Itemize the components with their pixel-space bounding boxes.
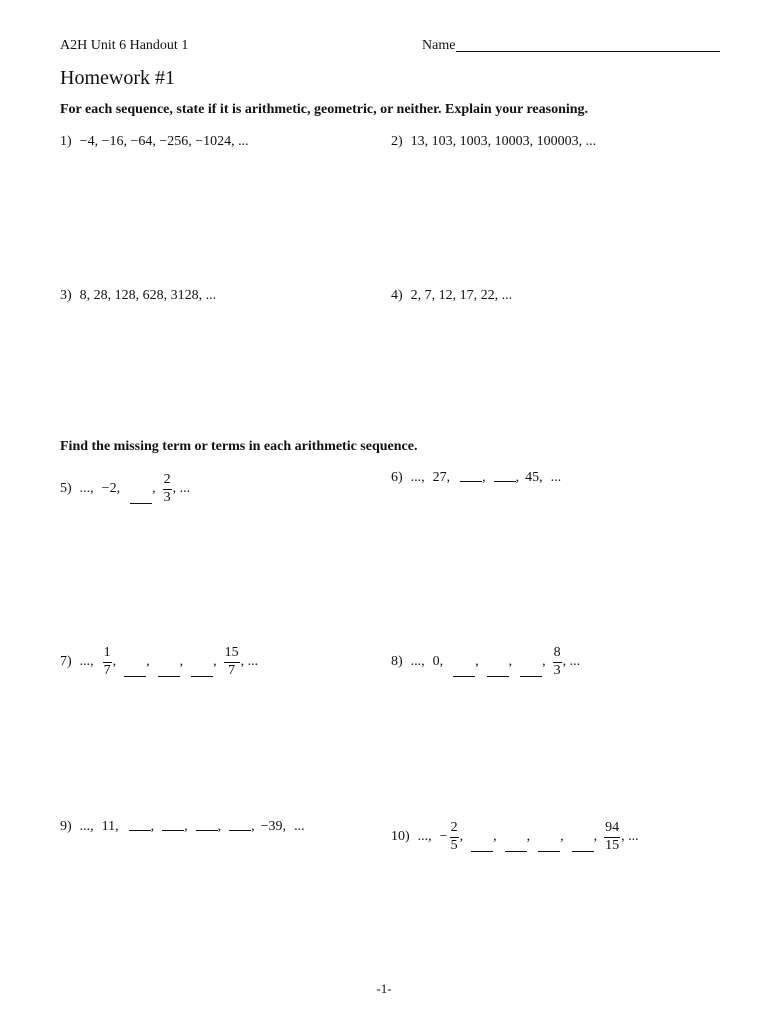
problem-number: 9) bbox=[60, 819, 72, 834]
missing-term-blank[interactable] bbox=[460, 481, 482, 482]
problem-7: 7) ..., $\frac{1}{7}$ , , , , $\frac{15}{7}$ , ... bbox=[60, 644, 259, 678]
fraction-term bbox=[103, 646, 112, 678]
problem-9: 9) ..., 11, , , , , −39, ... bbox=[60, 819, 305, 834]
section-2-instruction: Find the missing term or terms in each arithmetic sequence. bbox=[60, 439, 418, 454]
problem-number: 2) bbox=[391, 134, 403, 149]
problem-1 bbox=[60, 134, 249, 150]
fraction-numerator: 94 bbox=[604, 821, 620, 838]
missing-term-blank[interactable] bbox=[520, 676, 542, 677]
ellipsis: ..., bbox=[79, 654, 94, 669]
missing-term-blank[interactable] bbox=[494, 481, 516, 482]
fraction-denominator: 7 bbox=[103, 662, 111, 678]
term: −39, bbox=[260, 819, 287, 834]
missing-term-blank[interactable] bbox=[538, 851, 560, 852]
missing-term-blank[interactable] bbox=[158, 676, 180, 677]
problem-number: 5) bbox=[60, 481, 72, 496]
ellipsis: , ... bbox=[240, 654, 259, 669]
fraction-numerator: 8 bbox=[553, 646, 562, 663]
problem-number: 10) bbox=[391, 829, 410, 844]
missing-term-blank[interactable] bbox=[453, 676, 475, 677]
problem-sequence: −4, −16, −64, −256, −1024, ... bbox=[79, 134, 249, 149]
course-label: A2H Unit 6 Handout 1 bbox=[60, 38, 189, 53]
name-field[interactable] bbox=[422, 38, 720, 54]
page-title: Homework #1 bbox=[60, 67, 175, 89]
missing-term-blank[interactable] bbox=[487, 676, 509, 677]
fraction-denominator: 3 bbox=[553, 662, 561, 678]
missing-term-blank[interactable] bbox=[229, 830, 251, 831]
fraction-term bbox=[163, 473, 172, 505]
ellipsis: ..., bbox=[410, 470, 425, 485]
problem-sequence: 13, 103, 1003, 10003, 100003, ... bbox=[410, 134, 597, 149]
problem-number: 3) bbox=[60, 288, 72, 303]
missing-term-blank[interactable] bbox=[162, 830, 184, 831]
section-1-instruction: For each sequence, state if it is arithmetic, geometric, or neither. Explain your reasoning. bbox=[60, 102, 589, 117]
fraction-term bbox=[224, 646, 240, 678]
ellipsis: ..., bbox=[79, 481, 94, 496]
problem-number: 6) bbox=[391, 470, 403, 485]
missing-term-blank[interactable] bbox=[196, 830, 218, 831]
missing-term-blank[interactable] bbox=[471, 851, 493, 852]
ellipsis: , ... bbox=[621, 829, 639, 844]
ellipsis: ... bbox=[550, 470, 562, 485]
ellipsis: ..., bbox=[79, 819, 94, 834]
fraction-term bbox=[604, 821, 620, 853]
problem-10: 10) ..., − $\frac{2}{5}$ , , , , , $\frac{94}{15}$ , ... bbox=[391, 819, 639, 853]
problem-sequence: 2, 7, 12, 17, 22, ... bbox=[410, 288, 513, 303]
term: 27, bbox=[432, 470, 451, 485]
ellipsis: ..., bbox=[417, 829, 432, 844]
ellipsis: ..., bbox=[410, 654, 425, 669]
problem-6: 6) ..., 27, , , 45, ... bbox=[391, 470, 562, 485]
fraction-denominator: 5 bbox=[450, 837, 458, 853]
problem-number: 8) bbox=[391, 654, 403, 669]
fraction-numerator: 15 bbox=[224, 646, 240, 663]
ellipsis: ... bbox=[294, 819, 305, 834]
name-line[interactable] bbox=[456, 51, 720, 52]
fraction-denominator: 3 bbox=[163, 489, 171, 505]
page-number: -1- bbox=[376, 981, 392, 996]
missing-term-blank[interactable] bbox=[124, 676, 146, 677]
missing-term-blank[interactable] bbox=[129, 830, 151, 831]
problem-5: 5) ..., −2, , $\frac{2}{3}$ , ... bbox=[60, 471, 191, 505]
missing-term-blank[interactable] bbox=[505, 851, 527, 852]
term: 45, bbox=[525, 470, 543, 485]
term: 0, bbox=[432, 654, 444, 669]
problem-4 bbox=[391, 288, 512, 304]
fraction-term bbox=[553, 646, 562, 678]
problem-number: 4) bbox=[391, 288, 403, 303]
ellipsis: , ... bbox=[562, 654, 581, 669]
ellipsis: , ... bbox=[172, 481, 191, 496]
problem-2 bbox=[391, 134, 596, 150]
missing-term-blank[interactable] bbox=[191, 676, 213, 677]
problem-sequence: 8, 28, 128, 628, 3128, ... bbox=[79, 288, 217, 303]
term: −2, bbox=[101, 481, 121, 496]
term: 11, bbox=[101, 819, 119, 834]
problem-number: 7) bbox=[60, 654, 72, 669]
negative-sign: − bbox=[439, 829, 448, 844]
missing-term-blank[interactable] bbox=[572, 851, 594, 852]
fraction-denominator: 7 bbox=[228, 662, 236, 678]
missing-term-blank[interactable] bbox=[130, 503, 152, 504]
fraction-numerator: 2 bbox=[163, 473, 172, 490]
fraction-numerator: 1 bbox=[103, 646, 112, 663]
problem-number: 1) bbox=[60, 134, 72, 149]
problem-3 bbox=[60, 288, 216, 304]
name-label: Name bbox=[422, 38, 456, 53]
fraction-term bbox=[450, 821, 459, 853]
fraction-numerator: 2 bbox=[450, 821, 459, 838]
problem-8: 8) ..., 0, , , , $\frac{8}{3}$ , ... bbox=[391, 644, 581, 678]
fraction-denominator: 15 bbox=[605, 837, 620, 853]
